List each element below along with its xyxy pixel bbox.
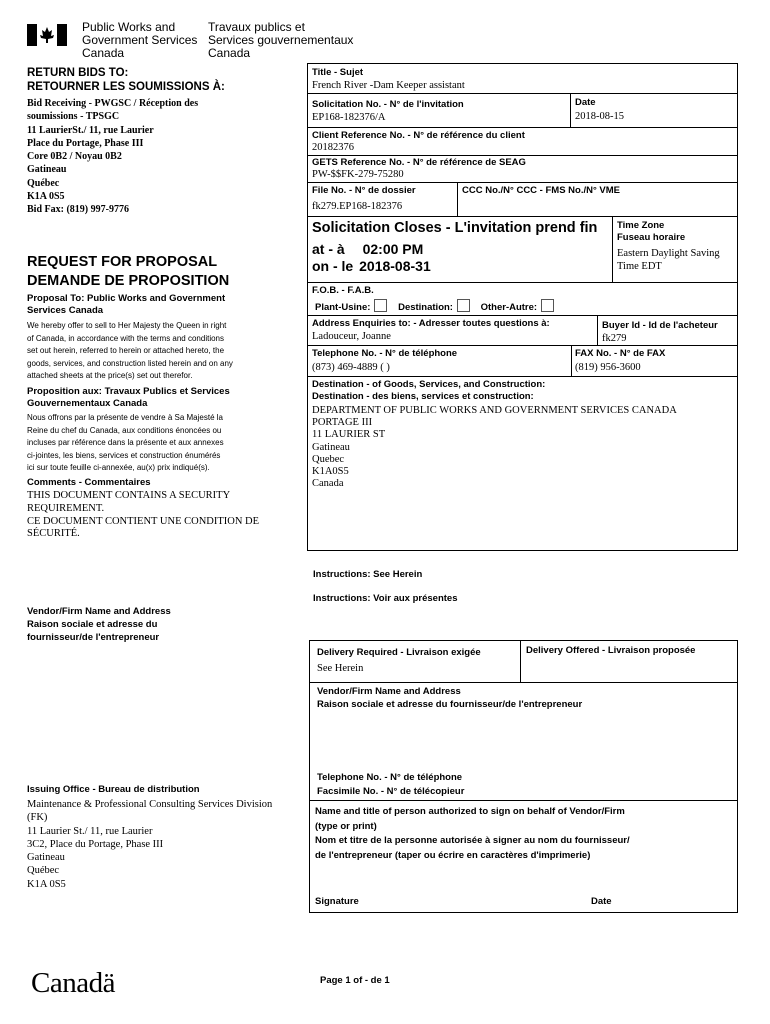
- proposition-heading: Proposition aux: Travaux Publics et Services Gouvernementaux Canada: [27, 386, 230, 409]
- canada-wordmark: Canadä: [31, 967, 115, 999]
- closing-date: on - le 2018-08-31: [312, 258, 431, 274]
- delivery-offered-label: Delivery Offered - Livraison proposée: [526, 645, 696, 656]
- instructions-en: Instructions: See Herein: [313, 569, 423, 580]
- destination-option[interactable]: Destination:: [398, 302, 470, 313]
- instructions-fr: Instructions: Voir aux présentes: [313, 593, 458, 604]
- date-value: 2018-08-15: [575, 111, 624, 122]
- rfp-title: REQUEST FOR PROPOSAL DEMANDE DE PROPOSITION: [27, 254, 230, 289]
- divider: [307, 155, 738, 156]
- divider: [307, 182, 738, 183]
- page-number: Page 1 of - de 1: [320, 975, 390, 986]
- enquiries-label: Address Enquiries to: - Adresser toutes questions à:: [312, 318, 550, 329]
- department-name-en: Public Works and Government Services Canada: [82, 20, 198, 60]
- enquiries-value: Ladouceur, Joanne: [312, 331, 391, 342]
- title-value: French River -Dam Keeper assistant: [312, 80, 465, 91]
- closing-time: at - à 02:00 PM: [312, 241, 424, 257]
- divider: [307, 282, 738, 283]
- solicitation-closes-heading: Solicitation Closes - L'invitation prend fin: [312, 220, 598, 236]
- destination-checkbox[interactable]: [457, 299, 470, 312]
- canada-flag-icon: [27, 24, 67, 46]
- solicitation-no-value: EP168-182376/A: [312, 112, 386, 123]
- department-name-fr: Travaux publics et Services gouvernementaux Canada: [208, 20, 354, 60]
- gets-ref-value: PW-$$FK-279-75280: [312, 169, 404, 180]
- fax-label: FAX No. - N° de FAX: [575, 348, 666, 359]
- comments-text: THIS DOCUMENT CONTAINS A SECURITY REQUIREMENT. CE DOCUMENT CONTIENT UNE CONDITION DE SÉCURITÉ.: [27, 490, 260, 540]
- plant-option[interactable]: Plant-Usine:: [315, 302, 387, 313]
- issuing-office-label: Issuing Office - Bureau de distribution: [27, 784, 200, 795]
- file-no-label: File No. - N° de dossier: [312, 185, 416, 196]
- title-label: Title - Sujet: [312, 67, 364, 78]
- divider: [307, 315, 738, 316]
- proposal-to-body: We hereby offer to sell to Her Majesty the Queen in right of Canada, in accordance with the terms and conditions set out herein, referred to herein or attached hereto, the goods, services, and construction listed herein and on any attached sheets at the price(s) set out therefor.: [27, 321, 233, 380]
- divider: [520, 640, 521, 682]
- gets-ref-label: GETS Reference No. - N° de référence de SEAG: [312, 157, 526, 168]
- time-zone-label: Time Zone Fuseau horaire: [617, 220, 686, 243]
- solicitation-no-label: Solicitation No. - N° de l'invitation: [312, 99, 464, 110]
- ccc-no-label: CCC No./N° CCC - FMS No./N° VME: [462, 185, 621, 196]
- signature-date-label: Date: [591, 896, 612, 907]
- signature-label: Signature: [315, 896, 359, 907]
- date-label: Date: [575, 97, 596, 108]
- divider: [307, 216, 738, 217]
- delivery-required-label: Delivery Required - Livraison exigée: [317, 647, 481, 658]
- divider: [307, 93, 738, 94]
- buyer-id-value: fk279: [602, 333, 627, 344]
- other-option[interactable]: Other-Autre:: [481, 302, 554, 313]
- client-ref-label: Client Reference No. - N° de référence du client: [312, 130, 525, 141]
- vendor-name-label: Vendor/Firm Name and Address Raison sociale et adresse du fournisseur/de l'entrepreneur: [317, 686, 583, 710]
- divider: [307, 127, 738, 128]
- divider: [571, 345, 572, 376]
- telephone-value: (873) 469-4889 ( ): [312, 362, 390, 373]
- return-bids-heading: RETURN BIDS TO: RETOURNER LES SOUMISSIONS À:: [27, 67, 225, 93]
- authorized-signer-field[interactable]: [311, 866, 736, 892]
- fax-value: (819) 956-3600: [575, 362, 641, 373]
- time-zone-value: Eastern Daylight Saving Time EDT: [617, 248, 720, 272]
- proposal-to-heading: Proposal To: Public Works and Government Services Canada: [27, 293, 226, 316]
- fob-label: F.O.B. - F.A.B.: [312, 285, 374, 296]
- client-ref-value: 20182376: [312, 142, 354, 153]
- fob-options: [315, 299, 554, 313]
- divider: [570, 93, 571, 127]
- divider: [307, 376, 738, 377]
- vendor-name-field[interactable]: [311, 712, 736, 768]
- divider: [612, 216, 613, 282]
- destination-address: DEPARTMENT OF PUBLIC WORKS AND GOVERNMENT SERVICES CANADA PORTAGE III 11 LAURIER ST Gatineau Quebec K1A0S5 Canada: [312, 405, 677, 490]
- divider: [597, 315, 598, 345]
- file-no-value: fk279.EP168-182376: [312, 201, 403, 212]
- divider: [309, 800, 738, 801]
- delivery-required-value: See Herein: [317, 663, 364, 674]
- divider: [309, 682, 738, 683]
- other-checkbox[interactable]: [541, 299, 554, 312]
- comments-label: Comments - Commentaires: [27, 477, 151, 488]
- return-bids-address: Bid Receiving - PWGSC / Réception des soumissions - TPSGC 11 LaurierSt./ 11, rue Laurier Place du Portage, Phase III Core 0B2 / Noyau 0B2 Gatineau Québec K1A 0S5 Bid Fax: (819) 997-9776: [27, 98, 199, 216]
- vendor-address-label: Vendor/Firm Name and Address Raison sociale et adresse du fournisseur/de l'entrepreneur: [27, 606, 171, 643]
- divider: [307, 345, 738, 346]
- destination-label: Destination - of Goods, Services, and Construction: Destination - des biens, services et construction:: [312, 379, 546, 402]
- delivery-offered-field[interactable]: [522, 658, 736, 680]
- proposition-body: Nous offrons par la présente de vendre à Sa Majesté la Reine du chef du Canada, aux conditions énoncées ou incluses par référence dans la présente et aux annexes ci-jointes, les biens, services et construction énumérés ici sur toute feuille ci-annexée, au(x) prix indiqué(s).: [27, 413, 224, 472]
- issuing-office-address: Maintenance & Professional Consulting Services Division (FK) 11 Laurier St./ 11, rue Laurier 3C2, Place du Portage, Phase III Gatineau Québec K1A 0S5: [27, 799, 273, 890]
- authorized-signer-label: Name and title of person authorized to sign on behalf of Vendor/Firm (type or print) Nom et titre de la personne autorisée à signer au nom du fournisseur/ de l'entrepreneur (taper ou écrire en caractères d'imprimerie): [315, 806, 630, 861]
- vendor-fax-label: Facsimile No. - N° de télécopieur: [317, 786, 465, 797]
- telephone-label: Telephone No. - N° de téléphone: [312, 348, 458, 359]
- plant-checkbox[interactable]: [374, 299, 387, 312]
- vendor-telephone-label: Telephone No. - N° de téléphone: [317, 772, 463, 783]
- buyer-id-label: Buyer Id - Id de l'acheteur: [602, 320, 718, 331]
- divider: [457, 182, 458, 216]
